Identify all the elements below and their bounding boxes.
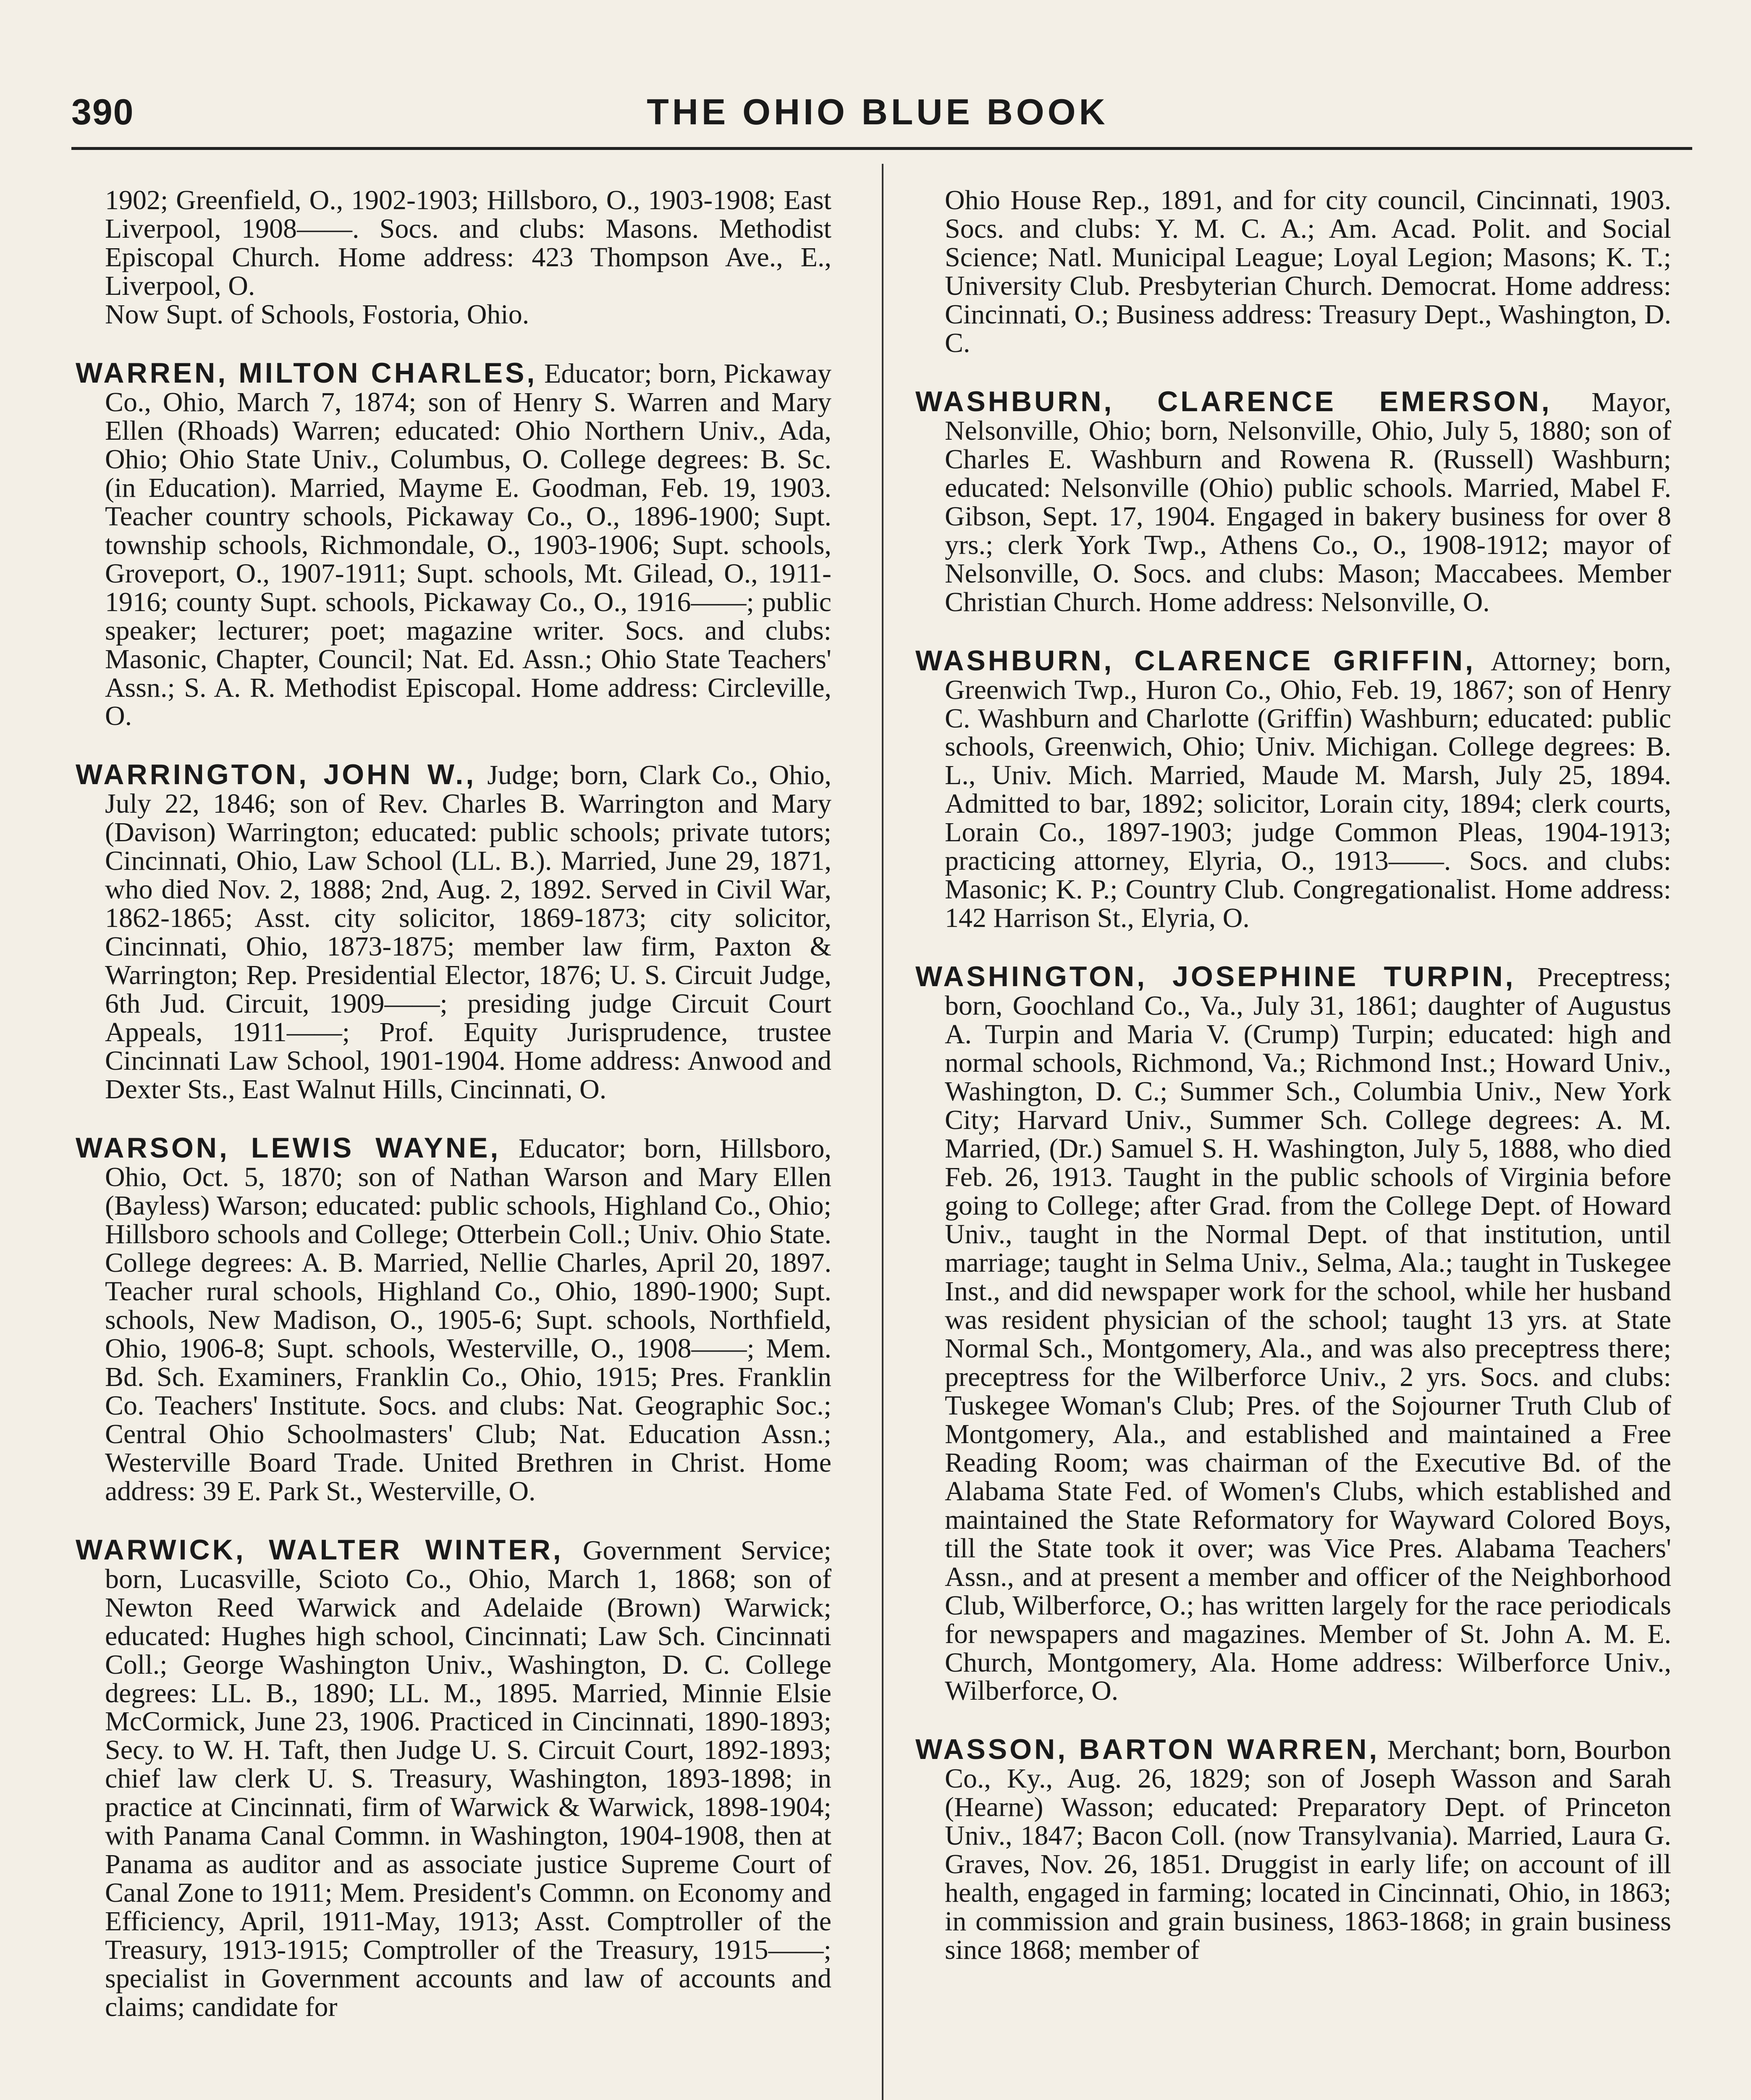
entry-name: WASHBURN, CLARENCE EMERSON, xyxy=(915,385,1552,417)
entry-text: Educator; born, Hillsboro, Ohio, Oct. 5, 1870; son of Nathan Warson and Mary Ellen (Bayless) Warson; educated: public schools, Highland Co., Ohio; Hillsboro schools and College; Otterbein Coll.; Univ. Ohio State. College degrees: A. B. Married, Nellie Charles, April 20, 1897. Teacher rural schools, Highland Co., Ohio, 1890-1900; Supt. schools, New Madison, O., 1905-6; Supt. schools, Northfield, Ohio, 1906-8; Supt. schools, Westerville, O., 1908——; Mem. Bd. Sch. Examiners, Franklin Co., Ohio, 1915; Pres. Franklin Co. Teachers' Institute. Socs. and clubs: Nat. Geographic Soc.; Central Ohio Schoolmasters' Club; Nat. Education Assn.; Westerville Board Trade. United Brethren in Christ. Home address: 39 E. Park St., Westerville, O. xyxy=(105,1133,831,1507)
biography-entry xyxy=(76,1133,831,1506)
entry-text: Preceptress; born, Goochland Co., Va., July 31, 1861; daughter of Augustus A. Turpin and Maria V. (Crump) Turpin; educated: high and normal schools, Richmond, Va.; Richmond Inst.; Howard Univ., Washington, D. C.; Summer Sch., Columbia Univ., New York City; Harvard Univ., Summer Sch. College degrees: A. M. Married, (Dr.) Samuel S. H. Washington, July 5, 1888, who died Feb. 26, 1913. Taught in the public schools of Virginia before going to College; after Grad. from the College Dept. of Howard Univ., taught in the Normal Dept. of that institution, until marriage; taught in Selma Univ., Selma, Ala.; taught in Tuskegee Inst., and did newspaper work for the school, while her husband was resident physician of the school; taught 13 yrs. at State Normal Sch., Montgomery, Ala., and was also preceptress there; preceptress for the Wilberforce Univ., 2 yrs. Socs. and clubs: Tuskegee Woman's Club; Pres. of the Sojourner Truth Club of Montgomery, Ala., and established and maintained a Free Reading Room; was chairman of the Executive Bd. of the Alabama State Fed. of Women's Clubs, which established and maintained the State Reformatory for Wayward Colored Boys, till the State took it over; was Vice Pres. Alabama Teachers' Assn., and at present a member and officer of the Neighborhood Club, Wilberforce, O.; has written largely for the race periodicals for newspapers and magazines. Member of St. John A. M. E. Church, Montgomery, Ala. Home address: Wilberforce Univ., Wilberforce, O. xyxy=(945,962,1671,1706)
entry-text: Attorney; born, Greenwich Twp., Huron Co., Ohio, Feb. 19, 1867; son of Henry C. Washburn and Charlotte (Griffin) Washburn; educated: public schools, Greenwich, Ohio; Univ. Michigan. College degrees: B. L., Univ. Mich. Married, Maude M. Marsh, July 25, 1894. Admitted to bar, 1892; solicitor, Lorain city, 1894; clerk courts, Lorain Co., 1897-1903; judge Common Pleas, 1904-1913; practicing attorney, Elyria, O., 1913——. Socs. and clubs: Masonic; K. P.; Country Club. Congregationalist. Home address: 142 Harrison St., Elyria, O. xyxy=(945,646,1671,934)
running-title: THE OHIO BLUE BOOK xyxy=(647,92,1109,132)
entry-name: WARWICK, WALTER WINTER, xyxy=(76,1533,564,1566)
column-divider xyxy=(882,164,883,2100)
entry-name: WARREN, MILTON CHARLES, xyxy=(76,357,537,389)
biography-entry xyxy=(76,760,831,1104)
left-column xyxy=(76,185,831,2051)
entry-note: Now Supt. of Schools, Fostoria, Ohio. xyxy=(105,299,529,330)
entry-text: Merchant; born, Bourbon Co., Ky., Aug. 26, 1829; son of Joseph Wasson and Sarah (Hearne) Wasson; educated: Preparatory Dept. of Princeton Univ., 1847; Bacon Coll. (now Transylvania). Married, Laura G. Graves, Nov. 26, 1851. Druggist in early life; on account of ill health, engaged in farming; located in Cincinnati, Ohio, in 1863; in commission and grain business, 1863-1868; in grain business since 1868; member of xyxy=(945,1735,1672,1966)
entry-name: WASHBURN, CLARENCE GRIFFIN, xyxy=(915,644,1476,677)
entry-text: Mayor, Nelsonville, Ohio; born, Nelsonville, Ohio, July 5, 1880; son of Charles E. Washburn and Rowena R. (Russell) Washburn; educated: Nelsonville (Ohio) public schools. Married, Mabel F. Gibson, Sept. 17, 1904. Engaged in bakery business for over 8 yrs.; clerk York Twp., Athens Co., O., 1908-1912; mayor of Nelsonville, O. Socs. and clubs: Mason; Maccabees. Member Christian Church. Home address: Nelsonville, O. xyxy=(945,386,1671,617)
entry-name: WARSON, LEWIS WAYNE, xyxy=(76,1132,501,1164)
book-page xyxy=(63,84,1692,2100)
page-number: 390 xyxy=(71,92,134,132)
biography-entry xyxy=(915,387,1671,617)
entry-name: WASHINGTON, JOSEPHINE TURPIN, xyxy=(915,961,1516,993)
entry-text: Government Service; born, Lucasville, Scioto Co., Ohio, March 1, 1868; son of Newton Reed Warwick and Adelaide (Brown) Warwick; educated: Hughes high school, Cincinnati; Law Sch. Cincinnati Coll.; George Washington Univ., Washington, D. C. College degrees: LL. B., 1890; LL. M., 1895. Married, Minnie Elsie McCormick, June 23, 1906. Practiced in Cincinnati, 1890-1893; Secy. to W. H. Taft, then Judge U. S. Circuit Court, 1892-1893; chief law clerk U. S. Treasury, Washington, 1893-1898; in practice at Cincinnati, firm of Warwick & Warwick, 1898-1904; with Panama Canal Commn. in Washington, 1904-1908, then at Panama as auditor and as associate justice Supreme Court of Canal Zone to 1911; Mem. President's Commn. on Economy and Efficiency, April, 1911-May, 1913; Asst. Comptroller of the Treasury, 1913-1915; Comptroller of the Treasury, 1915——; specialist in Government accounts and law of accounts and claims; candidate for xyxy=(105,1535,831,2023)
biography-entry xyxy=(76,185,831,329)
entry-name: WARRINGTON, JOHN W., xyxy=(76,759,477,791)
page-header xyxy=(63,84,1692,151)
biography-entry xyxy=(915,185,1671,357)
entry-text: Educator; born, Pickaway Co., Ohio, March 7, 1874; son of Henry S. Warren and Mary Ellen (Rhoads) Warren; educated: Ohio Northern Univ., Ada, Ohio; Ohio State Univ., Columbus, O. College degrees: B. Sc. (in Education). Married, Mayme E. Goodman, Feb. 19, 1903. Teacher country schools, Pickaway Co., O., 1896-1900; Supt. township schools, Richmondale, O., 1903-1906; Supt. schools, Groveport, O., 1907-1911; Supt. schools, Mt. Gilead, O., 1911-1916; county Supt. schools, Pickaway Co., O., 1916——; public speaker; lecturer; poet; magazine writer. Socs. and clubs: Masonic, Chapter, Council; Nat. Ed. Assn.; Ohio State Teachers' Assn.; S. A. R. Methodist Episcopal. Home address: Circleville, O. xyxy=(105,358,831,732)
biography-entry xyxy=(915,646,1671,933)
biography-entry xyxy=(76,358,831,731)
biography-entry xyxy=(76,1535,831,2021)
header-rule xyxy=(71,147,1692,150)
entry-text: Ohio House Rep., 1891, and for city council, Cincinnati, 1903. Socs. and clubs: Y. M. C. A.; Am. Acad. Polit. and Social Science; Natl. Municipal League; Loyal Legion; Masons; K. T.; University Club. Presbyterian Church. Democrat. Home address: Cincinnati, O.; Business address: Treasury Dept., Washington, D. C. xyxy=(945,185,1671,358)
entry-text: 1902; Greenfield, O., 1902-1903; Hillsboro, O., 1903-1908; East Liverpool, 1908——. Socs. and clubs: Masons. Methodist Episcopal Church. Home address: 423 Thompson Ave., E., Liverpool, O. xyxy=(105,185,831,301)
biography-entry xyxy=(915,1735,1671,1964)
entry-text: Judge; born, Clark Co., Ohio, July 22, 1846; son of Rev. Charles B. Warrington and Mary (Davison) Warrington; educated: public schools; private tutors; Cincinnati, Ohio, Law School (LL. B.). Married, June 29, 1871, who died Nov. 2, 1888; 2nd, Aug. 2, 1892. Served in Civil War, 1862-1865; Asst. city solicitor, 1869-1873; city solicitor, Cincinnati, Ohio, 1873-1875; member law firm, Paxton & Warrington; Rep. Presidential Elector, 1876; U. S. Circuit Judge, 6th Jud. Circuit, 1909——; presiding judge Circuit Court Appeals, 1911——; Prof. Equity Jurisprudence, trustee Cincinnati Law School, 1901-1904. Home address: Anwood and Dexter Sts., East Walnut Hills, Cincinnati, O. xyxy=(105,760,831,1105)
right-column xyxy=(915,185,1671,1994)
entry-name: WASSON, BARTON WARREN, xyxy=(915,1733,1380,1766)
biography-entry xyxy=(915,962,1671,1705)
